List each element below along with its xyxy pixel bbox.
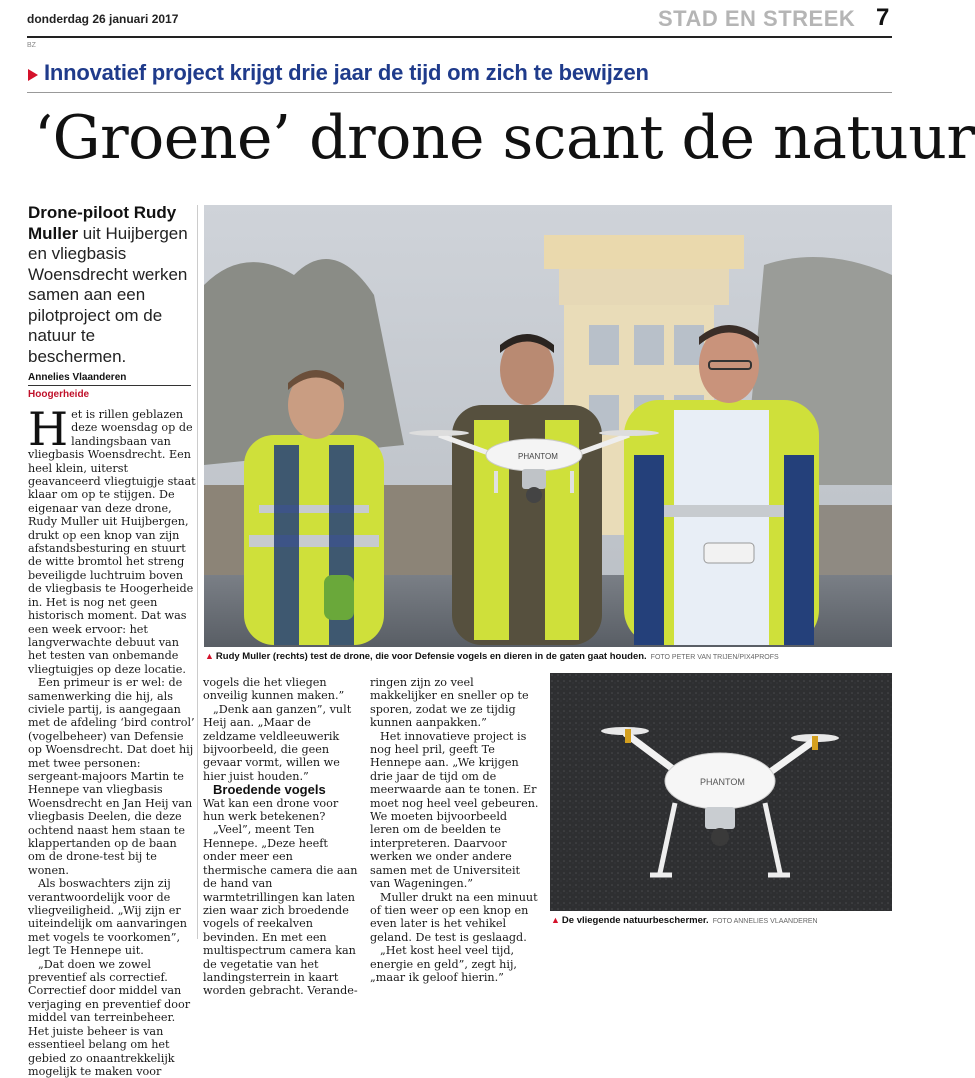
second-photo xyxy=(550,673,892,911)
column-divider xyxy=(197,205,198,939)
landed-drone-photo xyxy=(550,673,892,911)
article-column-2 xyxy=(203,676,358,998)
paragraph: „Veel”, meent Ten Hennepe. „Deze heeft onder meer een thermische camera die aan de hand van warmtetrillingen kan laten zien waar zich broedende vogels of reekalven bevinden. En met een multispectrum camera kan de vegetatie van het landingsterrein in kaart worden gebracht. Verande- xyxy=(203,823,358,998)
paragraph: Het is rillen geblazen deze woensdag op de landingsbaan van vliegbasis Woensdrecht. Een heel klein, uiterst geavanceerd vliegtuigje staat klaar om op te stijgen. De eigenaar van deze drone, Rudy Muller uit Huijbergen, drukt op een knop van zijn afstandsbesturing en stuurt de witte bromtol het streng beveiligde luchtruim boven de vliegbasis te Hoogerheide in. Het is nog net geen historisch moment. Dat was een week ervoor: het langverwachte debuut van het testen van onbemande vliegtuigjes op deze locatie. xyxy=(28,402,196,676)
caption-arrow-icon: ▲ xyxy=(205,651,214,661)
drone-test-photo xyxy=(204,205,892,647)
paragraph: Muller drukt na een minuut of tien weer op een knop en even later is het vehikel geland. De test is geslaagd. xyxy=(370,890,538,944)
paragraph: „Dat doen we zowel preventief als correctief. Correctief door middel van verjaging en preventief door middel van terreinbeheer. Het juiste beheer is van essentieel belang om het gebied zo onaantrekkelijk mogelijk te maken voor xyxy=(28,957,191,1078)
kicker: Innovatief project krijgt drie jaar de tijd om zich te bewijzen xyxy=(44,60,649,85)
dateline-place: Hoogerheide xyxy=(28,389,90,400)
article-column-1 xyxy=(28,402,196,1078)
second-photo-caption: ▲ De vliegende natuurbeschermer. FOTO ANNELIES VLAANDEREN xyxy=(551,915,818,926)
author: Annelies Vlaanderen xyxy=(28,372,127,383)
paragraph: „Denk aan ganzen”, vult Heij aan. „Maar de zeldzame veldleeuwerik bijvoorbeeld, die geen gevaar vormt, willen we hier juist houden.” xyxy=(203,702,352,783)
paragraph: Wat kan een drone voor hun werk betekenen? xyxy=(203,796,339,824)
edition-code: BZ xyxy=(27,42,36,49)
paragraph: Het innovatieve project is nog heel pril, geeft Te Hennepe aan. „We krijgen drie jaar de tijd om de meerwaarde aan te tonen. Er moet nog heel veel gebeuren. We moeten bijvoorbeeld leren om de beelden te interpreteren. Daarvoor werken we onder andere samen met de Universiteit van Wageningen.” xyxy=(370,729,539,891)
paragraph: Een primeur is er wel: de samenwerking die hij, als civiele partij, is aangegaan met de afdeling ‘bird control’ (vogelbeheer) van Defensie op Woensdrecht. Dat doet hij met twee personen: sergeant-majoors Martin te Hennepe van vliegbasis Woensdrecht en Jan Heij van vliegbasis Deelen, die deze ochtend naast hem staan te klappertanden op de baan om de drone-test bij te wonen. xyxy=(28,676,195,877)
intro-bold: Drone-piloot Rudy Muller xyxy=(28,203,177,243)
page-number: 7 xyxy=(876,4,890,31)
drone-label-text: PHANTOM xyxy=(700,777,745,787)
byline-rule xyxy=(28,385,191,386)
caption-arrow-icon: ▲ xyxy=(551,915,560,925)
section-title: STAD EN STREEK xyxy=(658,6,856,31)
main-photo-caption: ▲ Rudy Muller (rechts) test de drone, die voor Defensie vogels en dieren in de gaten gaat houden. FOTO PETER VAN TRIJEN/PIX4PROFS xyxy=(205,651,779,662)
paragraph: „Het kost heel veel tijd, energie en geld”, zegt hij, „maar ik geloof hierin.” xyxy=(370,944,517,984)
main-photo xyxy=(204,205,892,647)
intro-text: uit Huijbergen en vliegbasis Woensdrecht werken samen aan een pilotproject om de natuur te beschermen. xyxy=(28,223,188,366)
subheading: Broedende vogels xyxy=(213,782,326,798)
intro xyxy=(28,203,198,367)
paragraph: ringen zijn zo veel makkelijker en sneller op te sporen, zodat we ze tijdig kunnen aanpakken.” xyxy=(370,676,529,730)
drone-label-text: PHANTOM xyxy=(518,452,558,461)
issue-date: donderdag 26 januari 2017 xyxy=(27,12,179,26)
drop-cap: H xyxy=(28,402,69,456)
article-column-3 xyxy=(370,676,540,984)
headline: ‘Groene’ drone scant de natuur xyxy=(34,103,975,173)
photo-credit: FOTO PETER VAN TRIJEN/PIX4PROFS xyxy=(650,654,779,661)
paragraph: Als boswachters zijn zij verantwoordelijk voor de vliegveiligheid. „Wij zijn er uiteindelijk om aanvaringen met vogels te voorkomen”, legt Te Hennepe uit. xyxy=(28,877,187,958)
kicker-rule xyxy=(27,92,892,93)
header-rule xyxy=(27,36,892,38)
photo-credit: FOTO ANNELIES VLAANDEREN xyxy=(712,918,818,925)
paragraph: vogels die het vliegen onveilig kunnen maken.” xyxy=(203,676,345,703)
kicker-arrow-icon xyxy=(28,69,38,81)
